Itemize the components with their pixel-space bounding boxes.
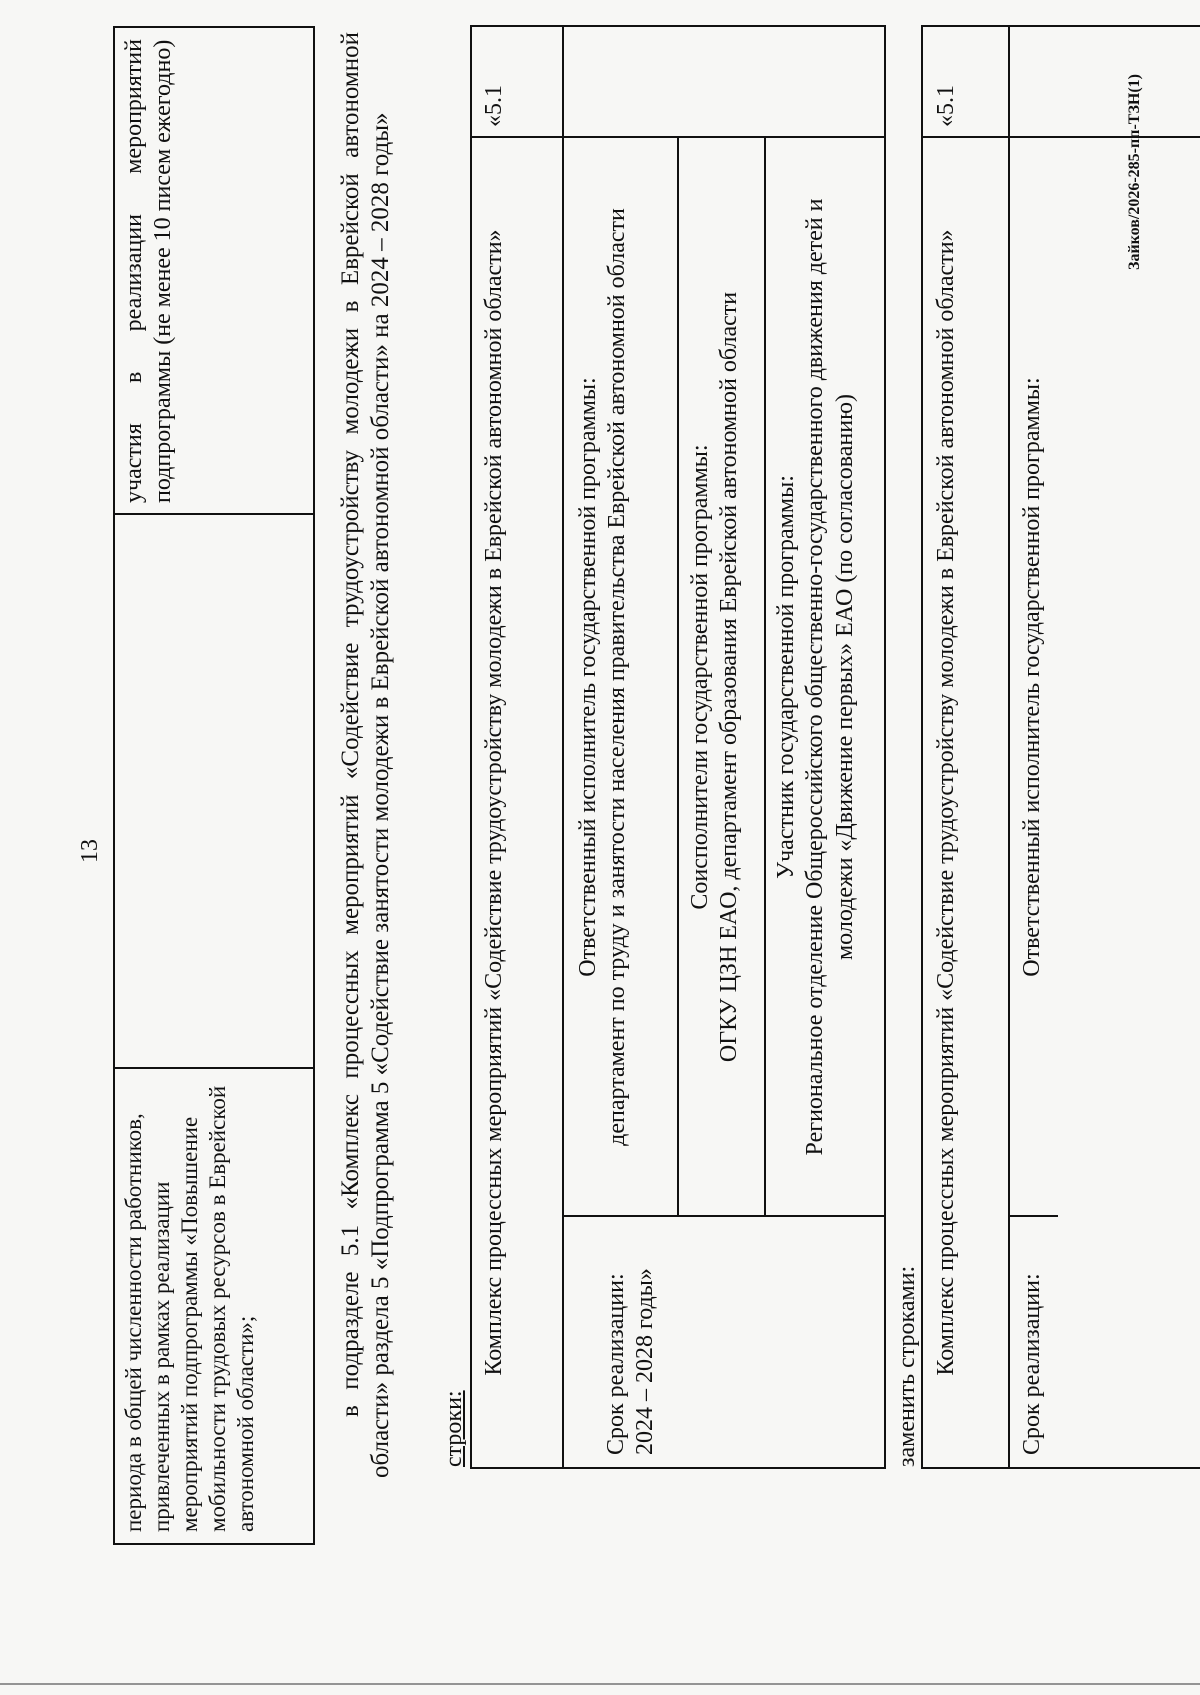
table1-sub-divider-1 xyxy=(677,137,679,1217)
table1-responsible-value: департамент по труду и занятости населения правительства Еврейской автономной области xyxy=(604,208,631,1146)
table2-title: Комплекс процессных мероприятий «Содействие трудоустройству молодежи в Еврейской автономной области» xyxy=(933,229,959,1376)
table2-term-col-divider xyxy=(1008,1215,1058,1217)
table1-sub-divider-2 xyxy=(764,137,766,1217)
top-table-col-divider xyxy=(113,1067,315,1069)
page-number: 13 xyxy=(77,839,103,863)
table1-term: Срок реализации: 2024 – 2028 годы» xyxy=(603,1268,659,1455)
table2-border-right xyxy=(921,25,1200,27)
scan-edge-line xyxy=(0,1683,1200,1685)
table2-responsible-label: Ответственный исполнитель государственной программы: xyxy=(1019,377,1045,977)
table1-border-right xyxy=(470,25,886,27)
table1-participant xyxy=(770,141,882,1213)
rows-label: строки: xyxy=(441,1390,467,1467)
table2-num: «5.1 xyxy=(933,85,959,127)
table1-coexecutors-value: ОГКУ ЦЗН ЕАО, департамент образования Еврейской автономной области xyxy=(716,291,743,1063)
table1-responsible-label: Ответственный исполнитель государственной программы: xyxy=(575,377,601,977)
top-table-border-top xyxy=(113,28,115,1545)
table1-participant-value: Региональное отделение Общероссийского общественно-государственного движения детей и молодежи «Движение первых» ЕАО (по согласованию) xyxy=(802,198,858,1156)
table1-row-divider xyxy=(562,25,564,1469)
table1-num: «5.1 xyxy=(481,85,507,127)
top-table-col-divider-2 xyxy=(113,513,315,515)
table1-border-top xyxy=(470,25,472,1469)
table1-coexecutors xyxy=(684,141,762,1213)
top-table-border-bottom xyxy=(313,28,315,1545)
replace-label: заменить строками: xyxy=(894,1265,920,1467)
table2-row-divider xyxy=(1008,25,1010,1469)
table1-title: Комплекс процессных мероприятий «Содействие трудоустройству молодежи в Еврейской автономной области» xyxy=(481,229,507,1376)
table1-term-col-divider xyxy=(562,1215,884,1217)
top-table-left-cell: участия в реализации мероприятий подпрограммы (не менее 10 писем ежегодно) xyxy=(121,39,177,503)
section-paragraph: в подразделе 5.1 «Комплекс процессных мероприятий «Содействие трудоустройству молодежи в Еврейской автономной области» раздела 5 «Подпрограмма 5 «Содействие занятости молодежи в Еврейской автономной области» на 2024 – 2028 годы» xyxy=(337,32,394,1478)
top-table-border-right xyxy=(113,26,315,28)
table1-participant-label: Участник государственной программы: xyxy=(773,475,799,879)
table2-term: Срок реализации: xyxy=(1019,1273,1045,1455)
table1-border-bottom xyxy=(884,25,886,1469)
table1-responsible xyxy=(572,141,672,1213)
table2-border-left xyxy=(921,1467,1200,1469)
top-table-border-left xyxy=(113,1543,315,1545)
table2-num-col-divider xyxy=(921,136,1200,138)
table2-border-top xyxy=(921,25,923,1469)
table1-coexecutors-label: Соисполнители государственной программы: xyxy=(687,444,713,910)
top-table-right-cell: периода в общей численности работников, привлеченных в рамках реализации мероприятий подпрограммы «Повышение мобильности трудовых ресурсов в Еврейской автономной области»; xyxy=(121,1085,259,1532)
footer-document-code: Зайков/2026-285-пп-ТЗН(1) xyxy=(1126,74,1143,270)
table1-border-left xyxy=(470,1467,886,1469)
